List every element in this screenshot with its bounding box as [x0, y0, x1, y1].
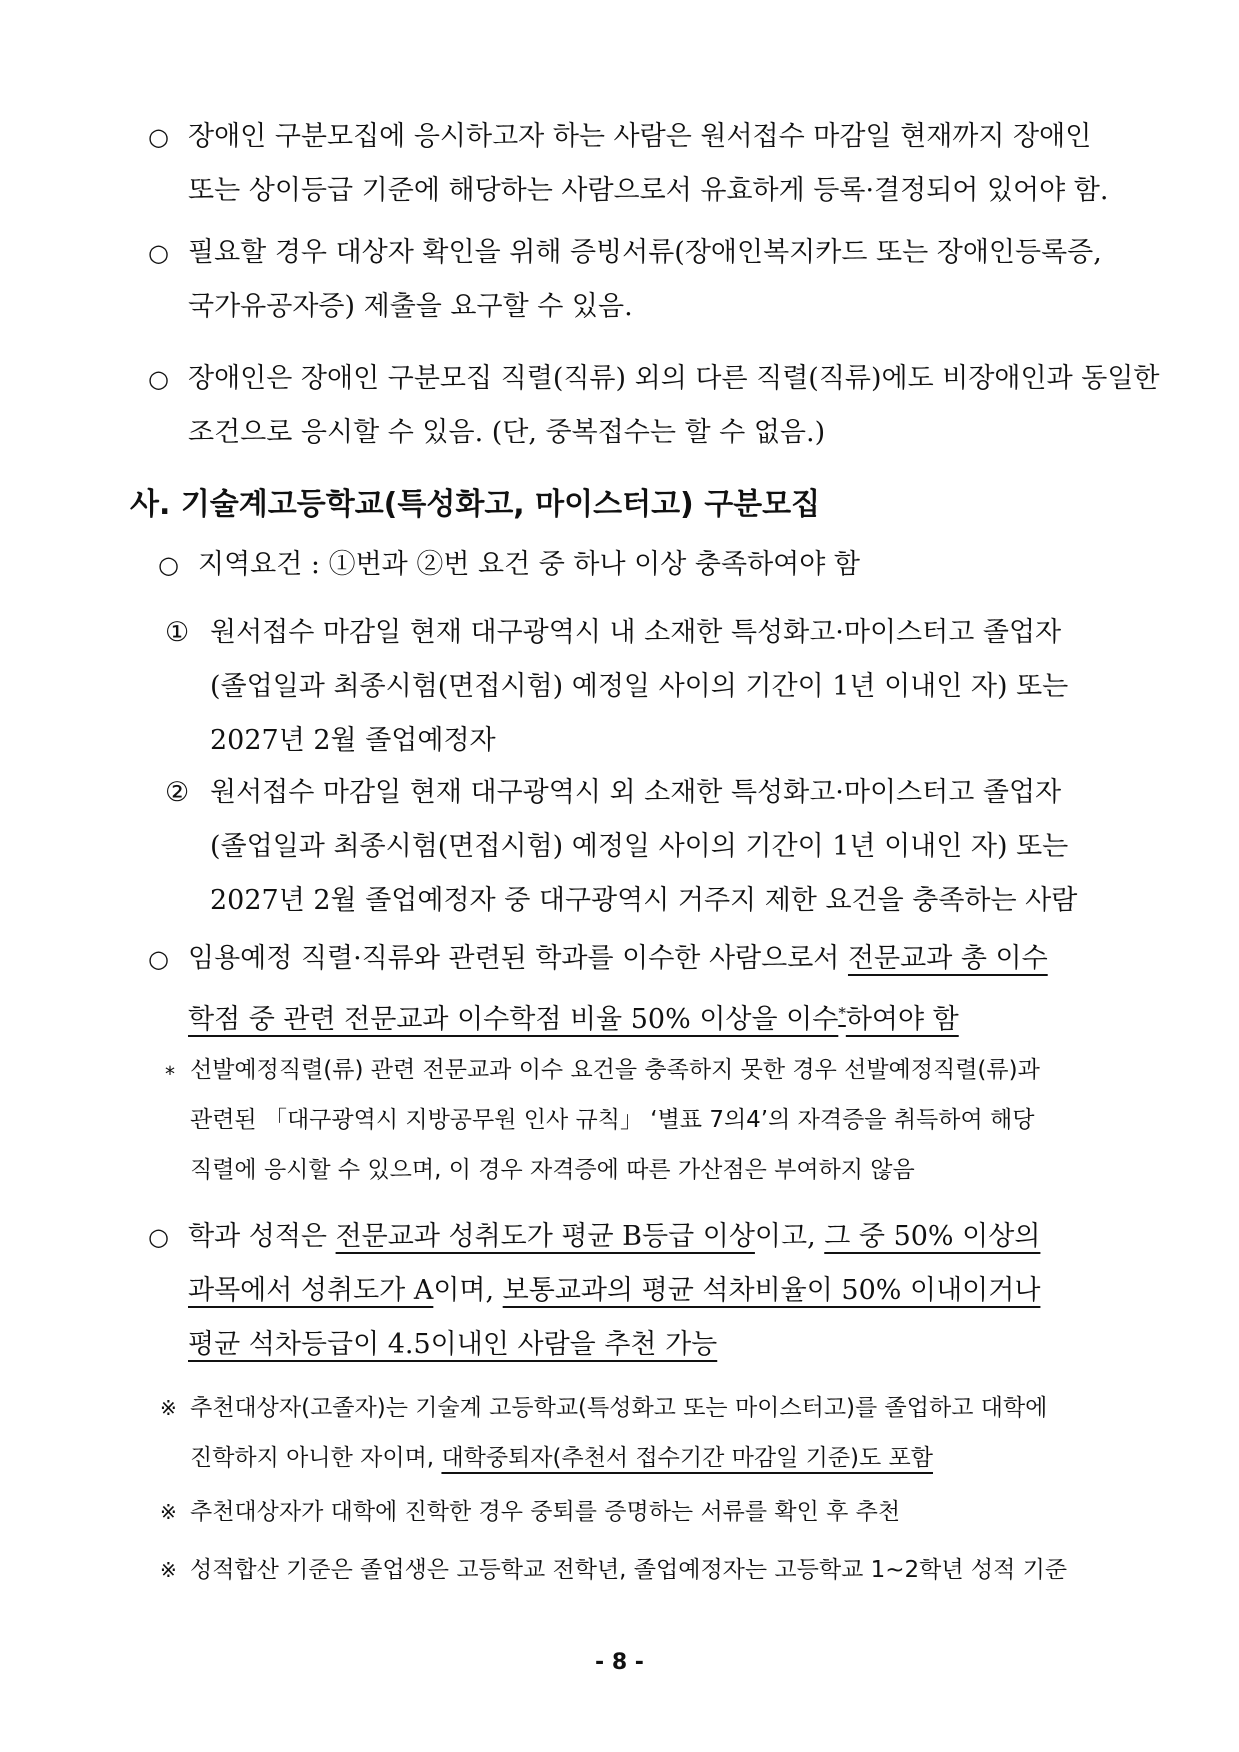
text-line: 장애인 구분모집에 응시하고자 하는 사람은 원서접수 마감일 현재까지 장애인: [188, 121, 1092, 152]
underlined-text: 전문교과 총 이수: [847, 943, 1048, 974]
text-line: [188, 1318, 1040, 1372]
text-line: 또는 상이등급 기준에 해당하는 사람으로서 유효하게 등록·결정되어 있어야 함.: [188, 175, 1109, 206]
text-line: 과목에서 성취도가 A이며, 보통교과의 평균 석차비율이 50% 이내이거나: [188, 1275, 1041, 1306]
circle-bullet: ○: [148, 1223, 169, 1251]
text-line: 성적합산 기준은 졸업생은 고등학교 전학년, 졸업예정자는 고등학교 1~2학년 성적 기준: [190, 1557, 1068, 1583]
text-line: 조건으로 응시할 수 있음. (단, 중복접수는 할 수 없음.): [188, 417, 826, 448]
text-line: 지역요건 : ①번과 ②번 요건 중 하나 이상 충족하여야 함: [198, 549, 860, 580]
text-line: 임용예정 직렬·직류와 관련된 학과를 이수한 사람으로서 전문교과 총 이수: [188, 943, 1048, 974]
text-line: 진학하지 아니한 자이며, 대학중퇴자(추천서 접수기간 마감일 기준)도 포함: [190, 1445, 933, 1471]
circle-bullet: ○: [148, 123, 169, 151]
circle-bullet: ○: [148, 945, 169, 973]
footnote-asterisk: *: [165, 1062, 175, 1086]
page-number: - 8 -: [595, 1650, 644, 1675]
text-line: 관련된 「대구광역시 지방공무원 인사 규칙」 ‘별표 7의4’의 자격증을 취득하여 해당: [190, 1107, 1035, 1133]
text-line: 장애인은 장애인 구분모집 직렬(직류) 외의 다른 직렬(직류)에도 비장애인과 동일한: [188, 363, 1160, 394]
text-line: 선발예정직렬(류) 관련 전문교과 이수 요건을 충족하지 못한 경우 선발예정직렬(류)과: [190, 1057, 1040, 1083]
underlined-text: 평균 석차등급이 4.5이내인 사람을 추천 가능: [188, 1329, 718, 1360]
circle-bullet: ○: [148, 239, 169, 267]
text-line: 학과 성적은 전문교과 성취도가 평균 B등급 이상이고, 그 중 50% 이상의: [188, 1221, 1041, 1252]
underlined-text: 학점 중 관련 전문교과 이수학점 비율 50% 이상을 이수: [188, 1004, 839, 1035]
text-line: [188, 986, 1048, 1040]
text-line: 국가유공자증) 제출을 요구할 수 있음.: [188, 291, 633, 322]
underlined-text: 하여야 함: [845, 1004, 959, 1035]
underlined-text: 전문교과 성취도가 평균 B등급 이상: [335, 1221, 755, 1252]
text-line: 2027년 2월 졸업예정자 중 대구광역시 거주지 제한 요건을 충족하는 사람: [210, 885, 1078, 916]
item-number: ②: [165, 777, 190, 808]
text-line: 원서접수 마감일 현재 대구광역시 내 소재한 특성화고·마이스터고 졸업자: [210, 617, 1062, 648]
text-line: 직렬에 응시할 수 있으며, 이 경우 자격증에 따른 가산점은 부여하지 않음: [190, 1157, 915, 1183]
text-line: (졸업일과 최종시험(면접시험) 예정일 사이의 기간이 1년 이내인 자) 또는: [210, 671, 1069, 702]
text-line: 추천대상자(고졸자)는 기술계 고등학교(특성화고 또는 마이스터고)를 졸업하고 대학에: [190, 1395, 1048, 1421]
circle-bullet: ○: [148, 365, 169, 393]
footnote-asterisk: *: [838, 1004, 846, 1022]
text-line: (졸업일과 최종시험(면접시험) 예정일 사이의 기간이 1년 이내인 자) 또는: [210, 831, 1069, 862]
underlined-text: 보통교과의 평균 석차비율이 50% 이내이거나: [502, 1275, 1041, 1306]
text-line: 추천대상자가 대학에 진학한 경우 중퇴를 증명하는 서류를 확인 후 추천: [190, 1499, 901, 1525]
circle-bullet: ○: [158, 551, 179, 579]
text-line: 2027년 2월 졸업예정자: [210, 725, 496, 756]
reference-mark: ※: [160, 1558, 177, 1582]
section-heading: 사. 기술계고등학교(특성화고, 마이스터고) 구분모집: [130, 487, 821, 522]
underlined-text: 과목에서 성취도가 A: [188, 1275, 434, 1306]
item-number: ①: [165, 617, 190, 648]
reference-mark: ※: [160, 1500, 177, 1524]
text-line: 원서접수 마감일 현재 대구광역시 외 소재한 특성화고·마이스터고 졸업자: [210, 777, 1062, 808]
underlined-text: 대학중퇴자(추천서 접수기간 마감일 기준)도 포함: [441, 1445, 933, 1471]
underlined-text: 그 중 50% 이상의: [824, 1221, 1041, 1252]
reference-mark: ※: [160, 1396, 177, 1420]
text-line: 필요할 경우 대상자 확인을 위해 증빙서류(장애인복지카드 또는 장애인등록증,: [188, 237, 1102, 268]
